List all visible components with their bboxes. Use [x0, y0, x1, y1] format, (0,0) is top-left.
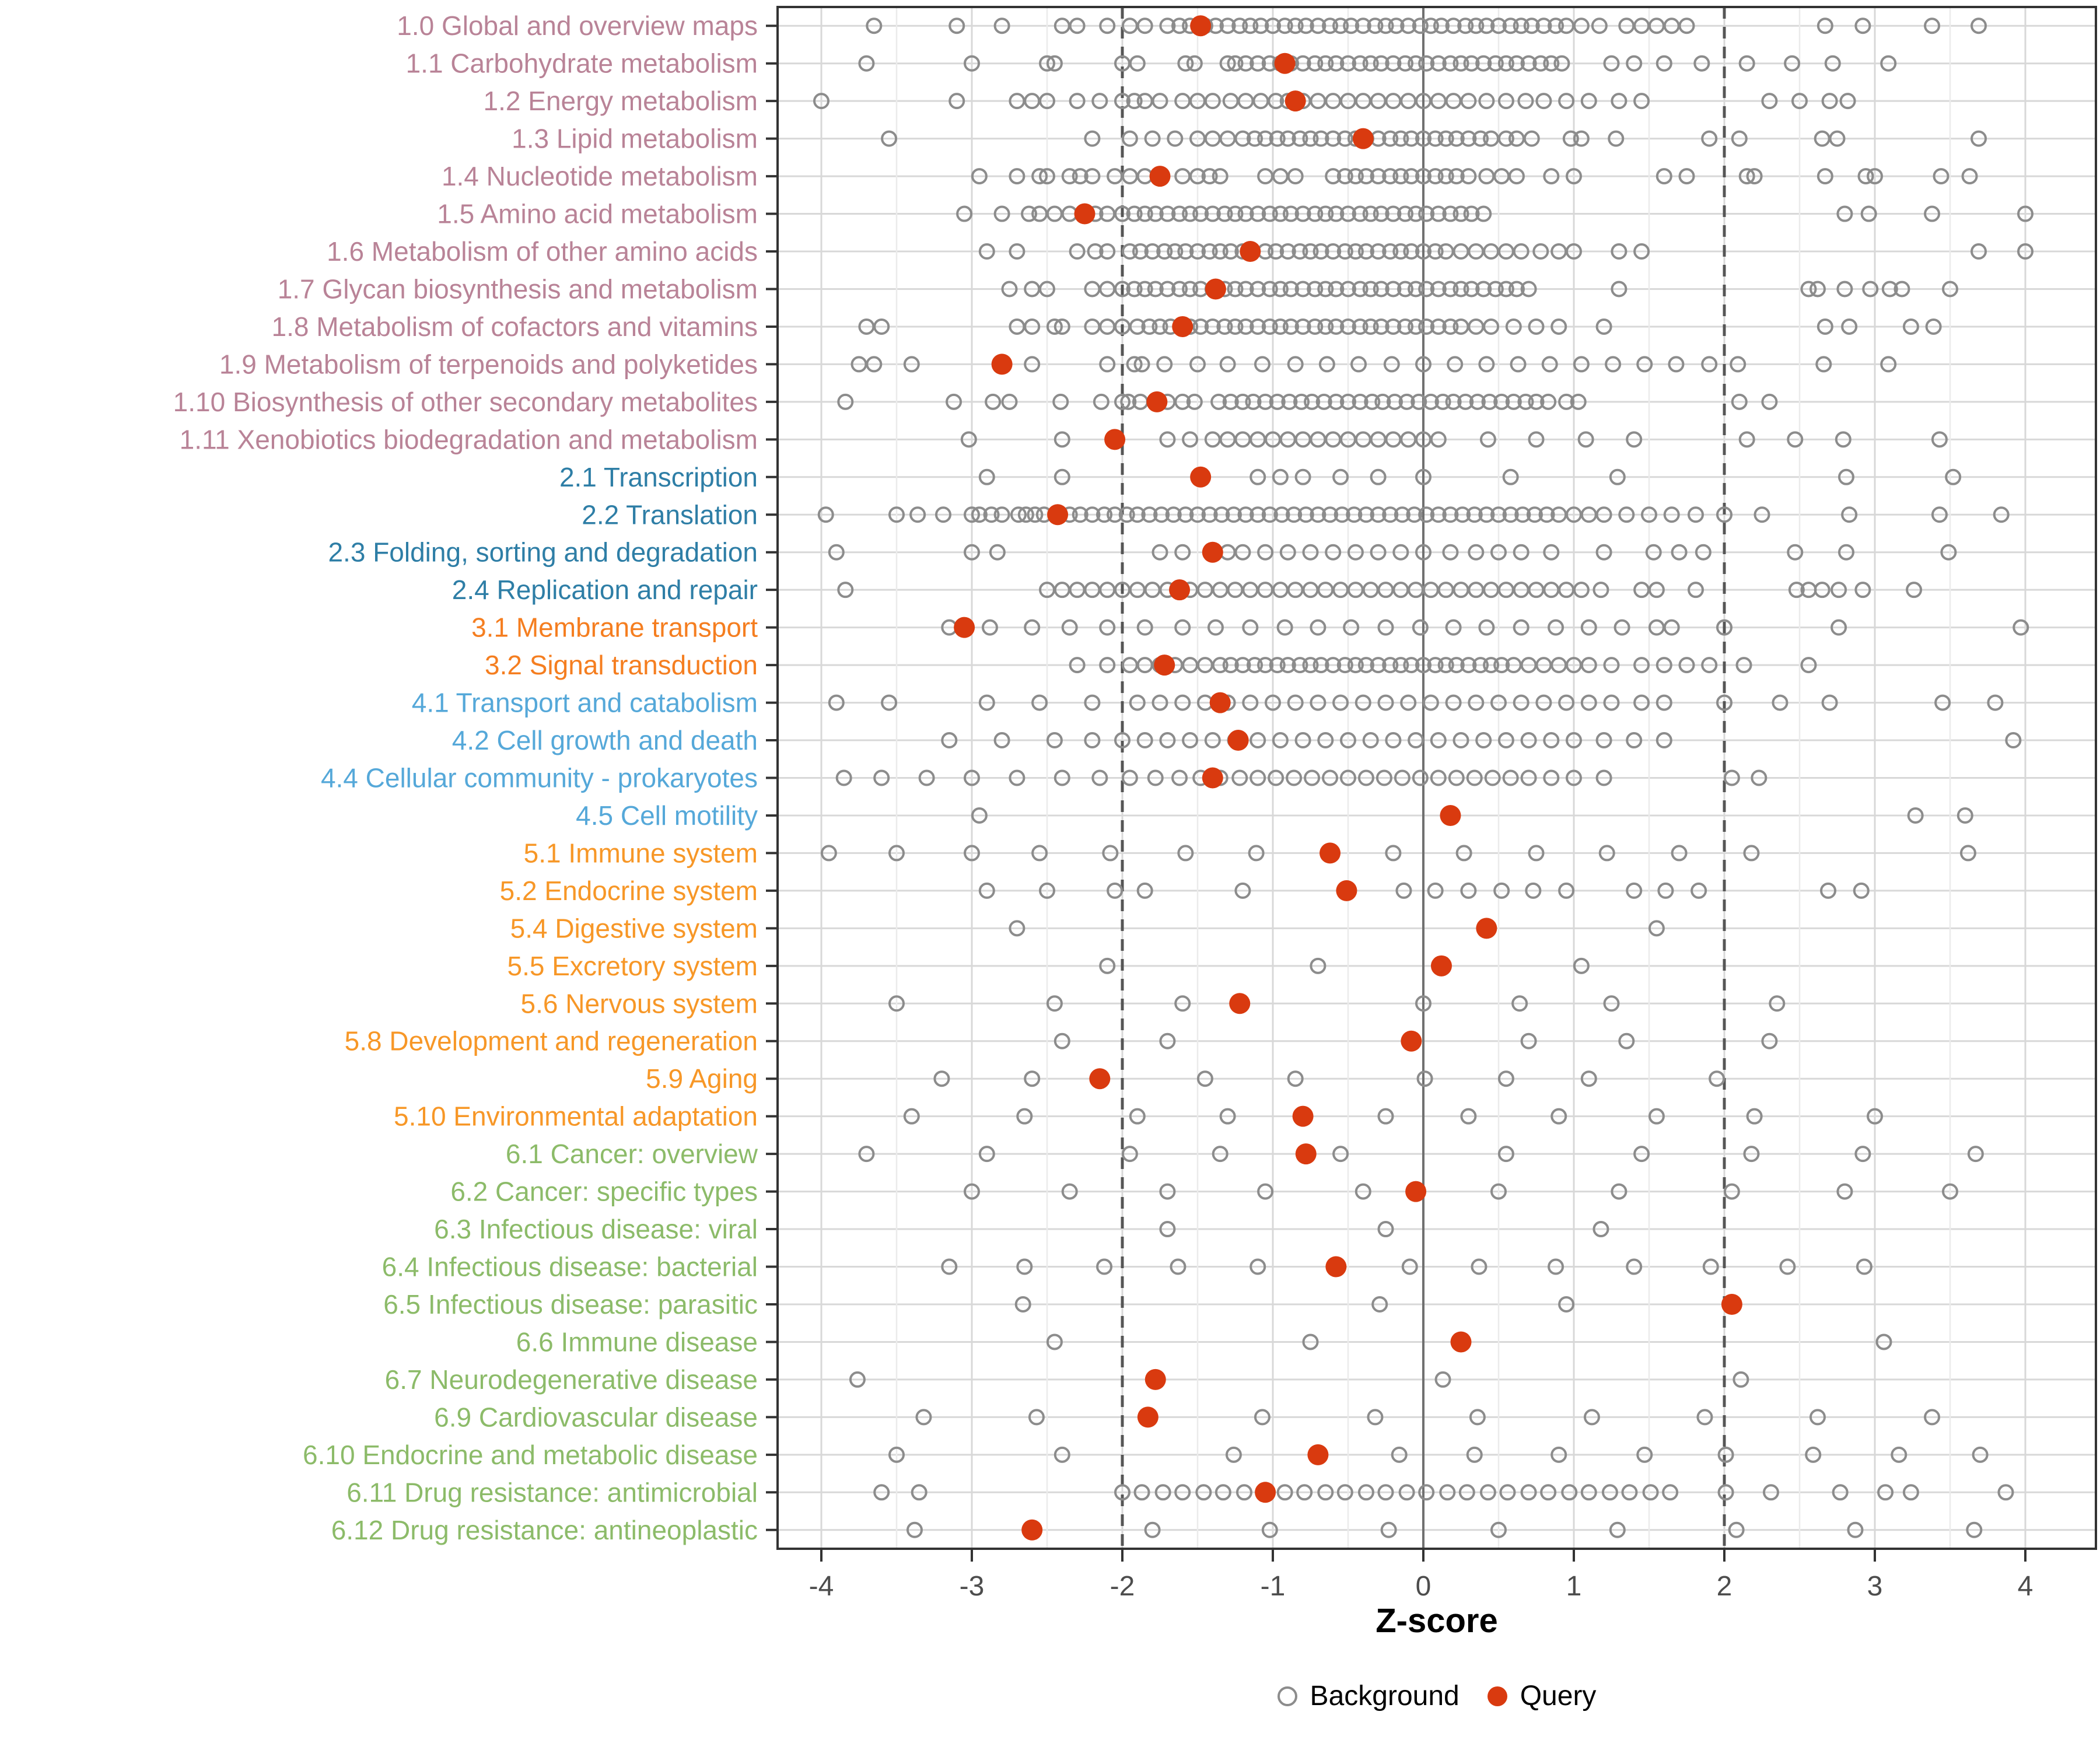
- x-axis-title: Z-score: [1376, 1602, 1498, 1640]
- query-point: [1721, 1294, 1742, 1315]
- query-point: [1021, 1520, 1042, 1541]
- y-axis-label: 2.3 Folding, sorting and degradation: [328, 537, 758, 568]
- query-point: [1190, 467, 1211, 488]
- query-point: [1089, 1068, 1110, 1089]
- y-axis-label: 6.9 Cardiovascular disease: [434, 1402, 758, 1433]
- query-point: [1285, 90, 1306, 111]
- y-axis-label: 2.4 Replication and repair: [452, 575, 758, 606]
- y-axis-label: 1.0 Global and overview maps: [397, 10, 758, 41]
- legend-item-query: [1488, 1680, 1597, 1712]
- query-point: [1307, 1444, 1328, 1465]
- y-axis-label: 4.5 Cell motility: [576, 800, 758, 831]
- query-point: [1296, 1143, 1317, 1164]
- y-axis-label: 1.2 Energy metabolism: [483, 86, 758, 117]
- y-axis-label: 5.2 Endocrine system: [499, 875, 758, 906]
- query-point: [1401, 1031, 1422, 1052]
- y-axis-label: 4.1 Transport and catabolism: [411, 687, 758, 718]
- y-axis-label: 5.5 Excretory system: [507, 950, 758, 981]
- y-axis-label: 5.9 Aging: [646, 1063, 758, 1094]
- y-axis-label: 1.9 Metabolism of terpenoids and polyketides: [219, 349, 758, 380]
- x-tick-label: 3: [1867, 1571, 1883, 1602]
- query-point: [1172, 316, 1193, 337]
- legend-background-label: Background: [1310, 1681, 1460, 1712]
- y-axis-label: 5.6 Nervous system: [520, 988, 758, 1019]
- query-point: [1104, 429, 1125, 450]
- y-axis-label: 5.8 Development and regeneration: [344, 1026, 758, 1056]
- query-point: [1150, 166, 1171, 187]
- query-point: [1405, 1181, 1426, 1202]
- y-axis-label: 6.5 Infectious disease: parasitic: [383, 1289, 758, 1320]
- y-axis-label: 5.4 Digestive system: [510, 913, 758, 944]
- y-axis-label: 1.7 Glycan biosynthesis and metabolism: [277, 274, 758, 304]
- query-point: [954, 617, 975, 638]
- query-point: [1255, 1482, 1276, 1503]
- query-point: [1169, 579, 1190, 600]
- query-point: [1293, 1106, 1314, 1127]
- background-circle-icon: [1278, 1686, 1297, 1706]
- y-axis-label: 6.7 Neurodegenerative disease: [384, 1364, 758, 1395]
- y-axis-label: 6.2 Cancer: specific types: [450, 1176, 758, 1207]
- query-point: [1210, 692, 1231, 713]
- y-axis-label: 5.1 Immune system: [523, 838, 758, 869]
- y-axis-label: 3.1 Membrane transport: [471, 612, 758, 643]
- y-axis-label: 6.11 Drug resistance: antimicrobial: [346, 1477, 758, 1508]
- y-axis-label: 2.1 Transcription: [559, 461, 758, 492]
- query-point: [1240, 241, 1261, 262]
- y-axis-label: 5.10 Environmental adaptation: [394, 1101, 758, 1132]
- x-tick-label: 1: [1566, 1571, 1582, 1602]
- x-tick-label: 2: [1716, 1571, 1732, 1602]
- y-axis-label: 6.4 Infectious disease: bacterial: [382, 1251, 758, 1282]
- query-point: [1451, 1331, 1472, 1352]
- query-dot-icon: [1488, 1686, 1507, 1706]
- x-tick-label: 0: [1415, 1571, 1432, 1602]
- query-point: [1138, 1406, 1158, 1427]
- query-point: [1275, 53, 1296, 74]
- query-point: [1146, 391, 1167, 412]
- y-axis-label: 1.5 Amino acid metabolism: [437, 198, 758, 229]
- query-point: [1202, 768, 1223, 789]
- query-point: [1353, 128, 1374, 149]
- query-point: [1320, 842, 1340, 863]
- query-point: [1440, 805, 1461, 826]
- y-axis-label: 1.4 Nucleotide metabolism: [441, 161, 758, 192]
- y-axis-label: 6.6 Immune disease: [516, 1326, 758, 1357]
- x-tick-label: -2: [1110, 1571, 1135, 1602]
- query-point: [1205, 278, 1226, 299]
- y-axis-label: 1.10 Biosynthesis of other secondary metabolites: [173, 386, 758, 417]
- y-axis-label: 6.3 Infectious disease: viral: [434, 1214, 758, 1245]
- legend: [778, 1680, 2096, 1712]
- y-axis-label: 1.8 Metabolism of cofactors and vitamins: [271, 311, 758, 342]
- query-point: [1476, 918, 1497, 939]
- query-point: [1229, 993, 1250, 1014]
- y-axis-label: 1.1 Carbohydrate metabolism: [405, 48, 758, 79]
- y-axis-label: 6.10 Endocrine and metabolic disease: [303, 1439, 758, 1470]
- query-point: [1145, 1369, 1166, 1390]
- y-axis-label: 2.2 Translation: [582, 499, 758, 530]
- y-axis-label: 1.6 Metabolism of other amino acids: [327, 236, 758, 267]
- y-axis-label: 4.4 Cellular community - prokaryotes: [320, 762, 758, 793]
- x-tick-label: -1: [1260, 1571, 1286, 1602]
- query-point: [1325, 1256, 1346, 1278]
- query-point: [992, 354, 1013, 374]
- query-point: [1190, 15, 1211, 36]
- y-axis-label: 4.2 Cell growth and death: [452, 725, 758, 756]
- y-axis-label: 1.11 Xenobiotics biodegradation and metabolism: [179, 424, 758, 455]
- x-tick-label: 4: [2017, 1571, 2034, 1602]
- query-point: [1228, 730, 1249, 751]
- x-tick-label: -3: [959, 1571, 985, 1602]
- y-axis-label: 3.2 Signal transduction: [485, 650, 758, 681]
- query-point: [1074, 204, 1096, 225]
- query-point: [1336, 880, 1357, 901]
- query-point: [1047, 504, 1068, 525]
- y-axis-label: 6.1 Cancer: overview: [505, 1139, 758, 1170]
- y-axis-label: 1.3 Lipid metabolism: [512, 123, 758, 154]
- y-axis-label: 6.12 Drug resistance: antineoplastic: [331, 1514, 758, 1545]
- query-point: [1154, 654, 1175, 676]
- legend-item-background: [1278, 1680, 1460, 1712]
- query-point: [1202, 542, 1223, 563]
- query-point: [1431, 956, 1452, 977]
- x-tick-label: -4: [808, 1571, 834, 1602]
- legend-query-label: Query: [1520, 1681, 1597, 1712]
